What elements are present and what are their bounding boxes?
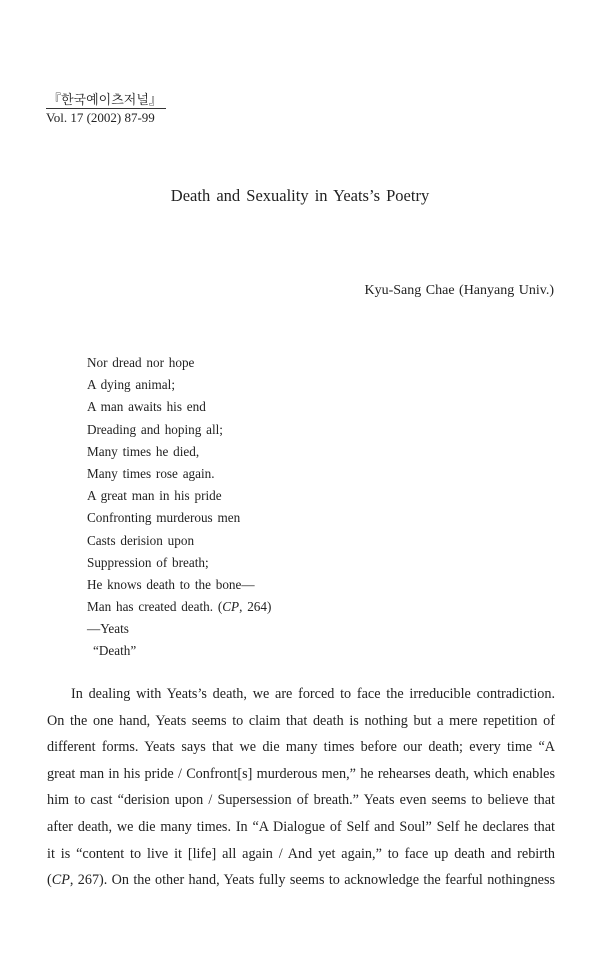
epigraph-poem <box>87 352 271 663</box>
citation-ref: CP <box>222 599 240 615</box>
journal-header <box>46 92 166 126</box>
text-line: it is “content to live it [life] all again / And yet again,” to face up death and rebirth <box>47 845 555 862</box>
text-line: after death, we die many times. In “A Dialogue of Self and Soul” Self he declares that <box>47 818 555 835</box>
poem-line: Casts derision upon <box>87 532 195 548</box>
poem-line-text: Man has created death. ( <box>87 599 223 615</box>
poem-line-citation <box>87 596 271 618</box>
text-line: In dealing with Yeats’s death, we are forced to face the irreducible contradiction. <box>71 686 555 702</box>
text-line: On the one hand, Yeats seems to claim that death is nothing but a mere repetition of <box>47 712 555 729</box>
epigraph-attribution-title: “Death” <box>93 643 137 659</box>
journal-volume: Vol. 17 (2002) 87-99 <box>46 110 155 125</box>
body-paragraph <box>47 681 555 894</box>
text-line: different forms. Yeats says that we die many times before our death; every time “A <box>47 739 555 756</box>
citation-ref: CP <box>51 872 70 889</box>
paper-title: Death and Sexuality in Yeats’s Poetry <box>170 186 430 205</box>
journal-name: 『한국예이츠저널』 <box>46 92 166 109</box>
paper-author: Kyu-Sang Chae (Hanyang Univ.) <box>364 283 554 298</box>
poem-line: A great man in his pride <box>87 488 222 504</box>
text-line: great man in his pride / Confront[s] murderous men,” he rehearses death, which enables <box>47 765 555 782</box>
poem-line: Many times rose again. <box>87 465 215 481</box>
poem-line: A man awaits his end <box>87 399 206 415</box>
poem-line: A dying animal; <box>87 377 175 393</box>
poem-line: Many times he died, <box>87 443 200 459</box>
text-line-citation <box>47 867 555 894</box>
text-line: him to cast “derision upon / Supersession of breath.” Yeats even seems to believe that <box>47 792 555 809</box>
poem-line: Dreading and hoping all; <box>87 421 223 437</box>
text-open-paren: ( <box>47 872 52 889</box>
poem-line: Confronting murderous men <box>87 510 241 526</box>
poem-line: He knows death to the bone— <box>87 576 255 592</box>
citation-page: , 264) <box>239 599 272 615</box>
poem-line: Nor dread nor hope <box>87 355 195 370</box>
text-line-rest: , 267). On the other hand, Yeats fully seems to acknowledge the fearful nothingness <box>69 872 555 889</box>
epigraph-attribution-author: —Yeats <box>87 621 129 637</box>
poem-line: Suppression of breath; <box>87 554 209 570</box>
